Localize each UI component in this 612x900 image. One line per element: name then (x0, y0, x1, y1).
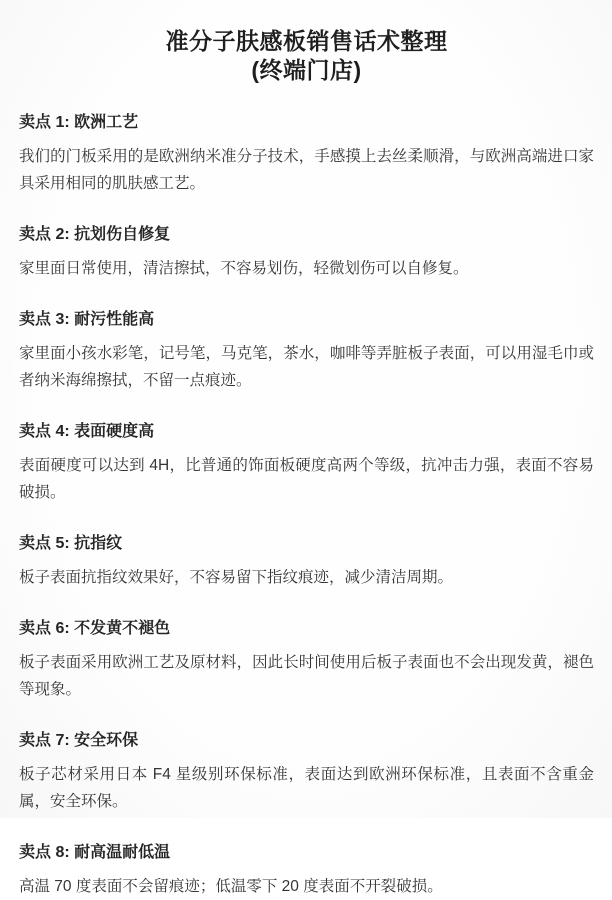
selling-point-7-heading: 卖点 7: 安全环保 (19, 731, 139, 749)
selling-point-8-heading: 卖点 8: 耐高温耐低温 (19, 843, 171, 861)
selling-point-1-body: 我们的门板采用的是欧洲纳米准分子技术，手感摸上去丝柔顺滑，与欧洲高端进口家具采用相同的肌肤感工艺。 (19, 147, 594, 192)
selling-point-3-body: 家里面小孩水彩笔，记号笔，马克笔，茶水，咖啡等弄脏板子表面，可以用湿毛巾或者纳米海绵擦拭，不留一点痕迹。 (19, 344, 594, 389)
selling-point-6-heading: 卖点 6: 不发黄不褪色 (19, 619, 171, 637)
selling-point-4-heading: 卖点 4: 表面硬度高 (19, 422, 155, 440)
selling-point-6-body: 板子表面采用欧洲工艺及原材料，因此长时间使用后板子表面也不会出现发黄，褪色等现象。 (19, 653, 594, 698)
selling-point-5 (19, 533, 594, 591)
selling-point-7-body: 板子芯材采用日本 F4 星级别环保标准，表面达到欧洲环保标准，且表面不含重金属，安全环保。 (19, 765, 594, 810)
document-title (19, 27, 594, 85)
selling-point-2 (19, 224, 594, 282)
selling-point-1 (19, 112, 594, 197)
selling-point-4 (19, 421, 594, 506)
selling-point-8-body: 高温 70 度表面不会留痕迹；低温零下 20 度表面不开裂破损。 (19, 877, 443, 895)
document-title-line1: 准分子肤感板销售话术整理 (165, 28, 448, 54)
selling-point-6 (19, 618, 594, 703)
selling-point-1-heading: 卖点 1: 欧洲工艺 (19, 113, 139, 131)
selling-point-2-heading: 卖点 2: 抗划伤自修复 (19, 225, 171, 243)
selling-point-4-body: 表面硬度可以达到 4H，比普通的饰面板硬度高两个等级，抗冲击力强，表面不容易破损。 (19, 456, 594, 501)
selling-point-3 (19, 309, 594, 394)
selling-point-5-heading: 卖点 5: 抗指纹 (19, 534, 123, 552)
selling-point-3-heading: 卖点 3: 耐污性能高 (19, 310, 155, 328)
document-title-line2: (终端门店) (251, 56, 362, 83)
selling-point-5-body: 板子表面抗指纹效果好，不容易留下指纹痕迹，减少清洁周期。 (19, 568, 454, 586)
selling-point-7 (19, 730, 594, 815)
selling-point-2-body: 家里面日常使用，清洁擦拭，不容易划伤，轻微划伤可以自修复。 (19, 259, 469, 277)
selling-point-8 (19, 842, 594, 900)
